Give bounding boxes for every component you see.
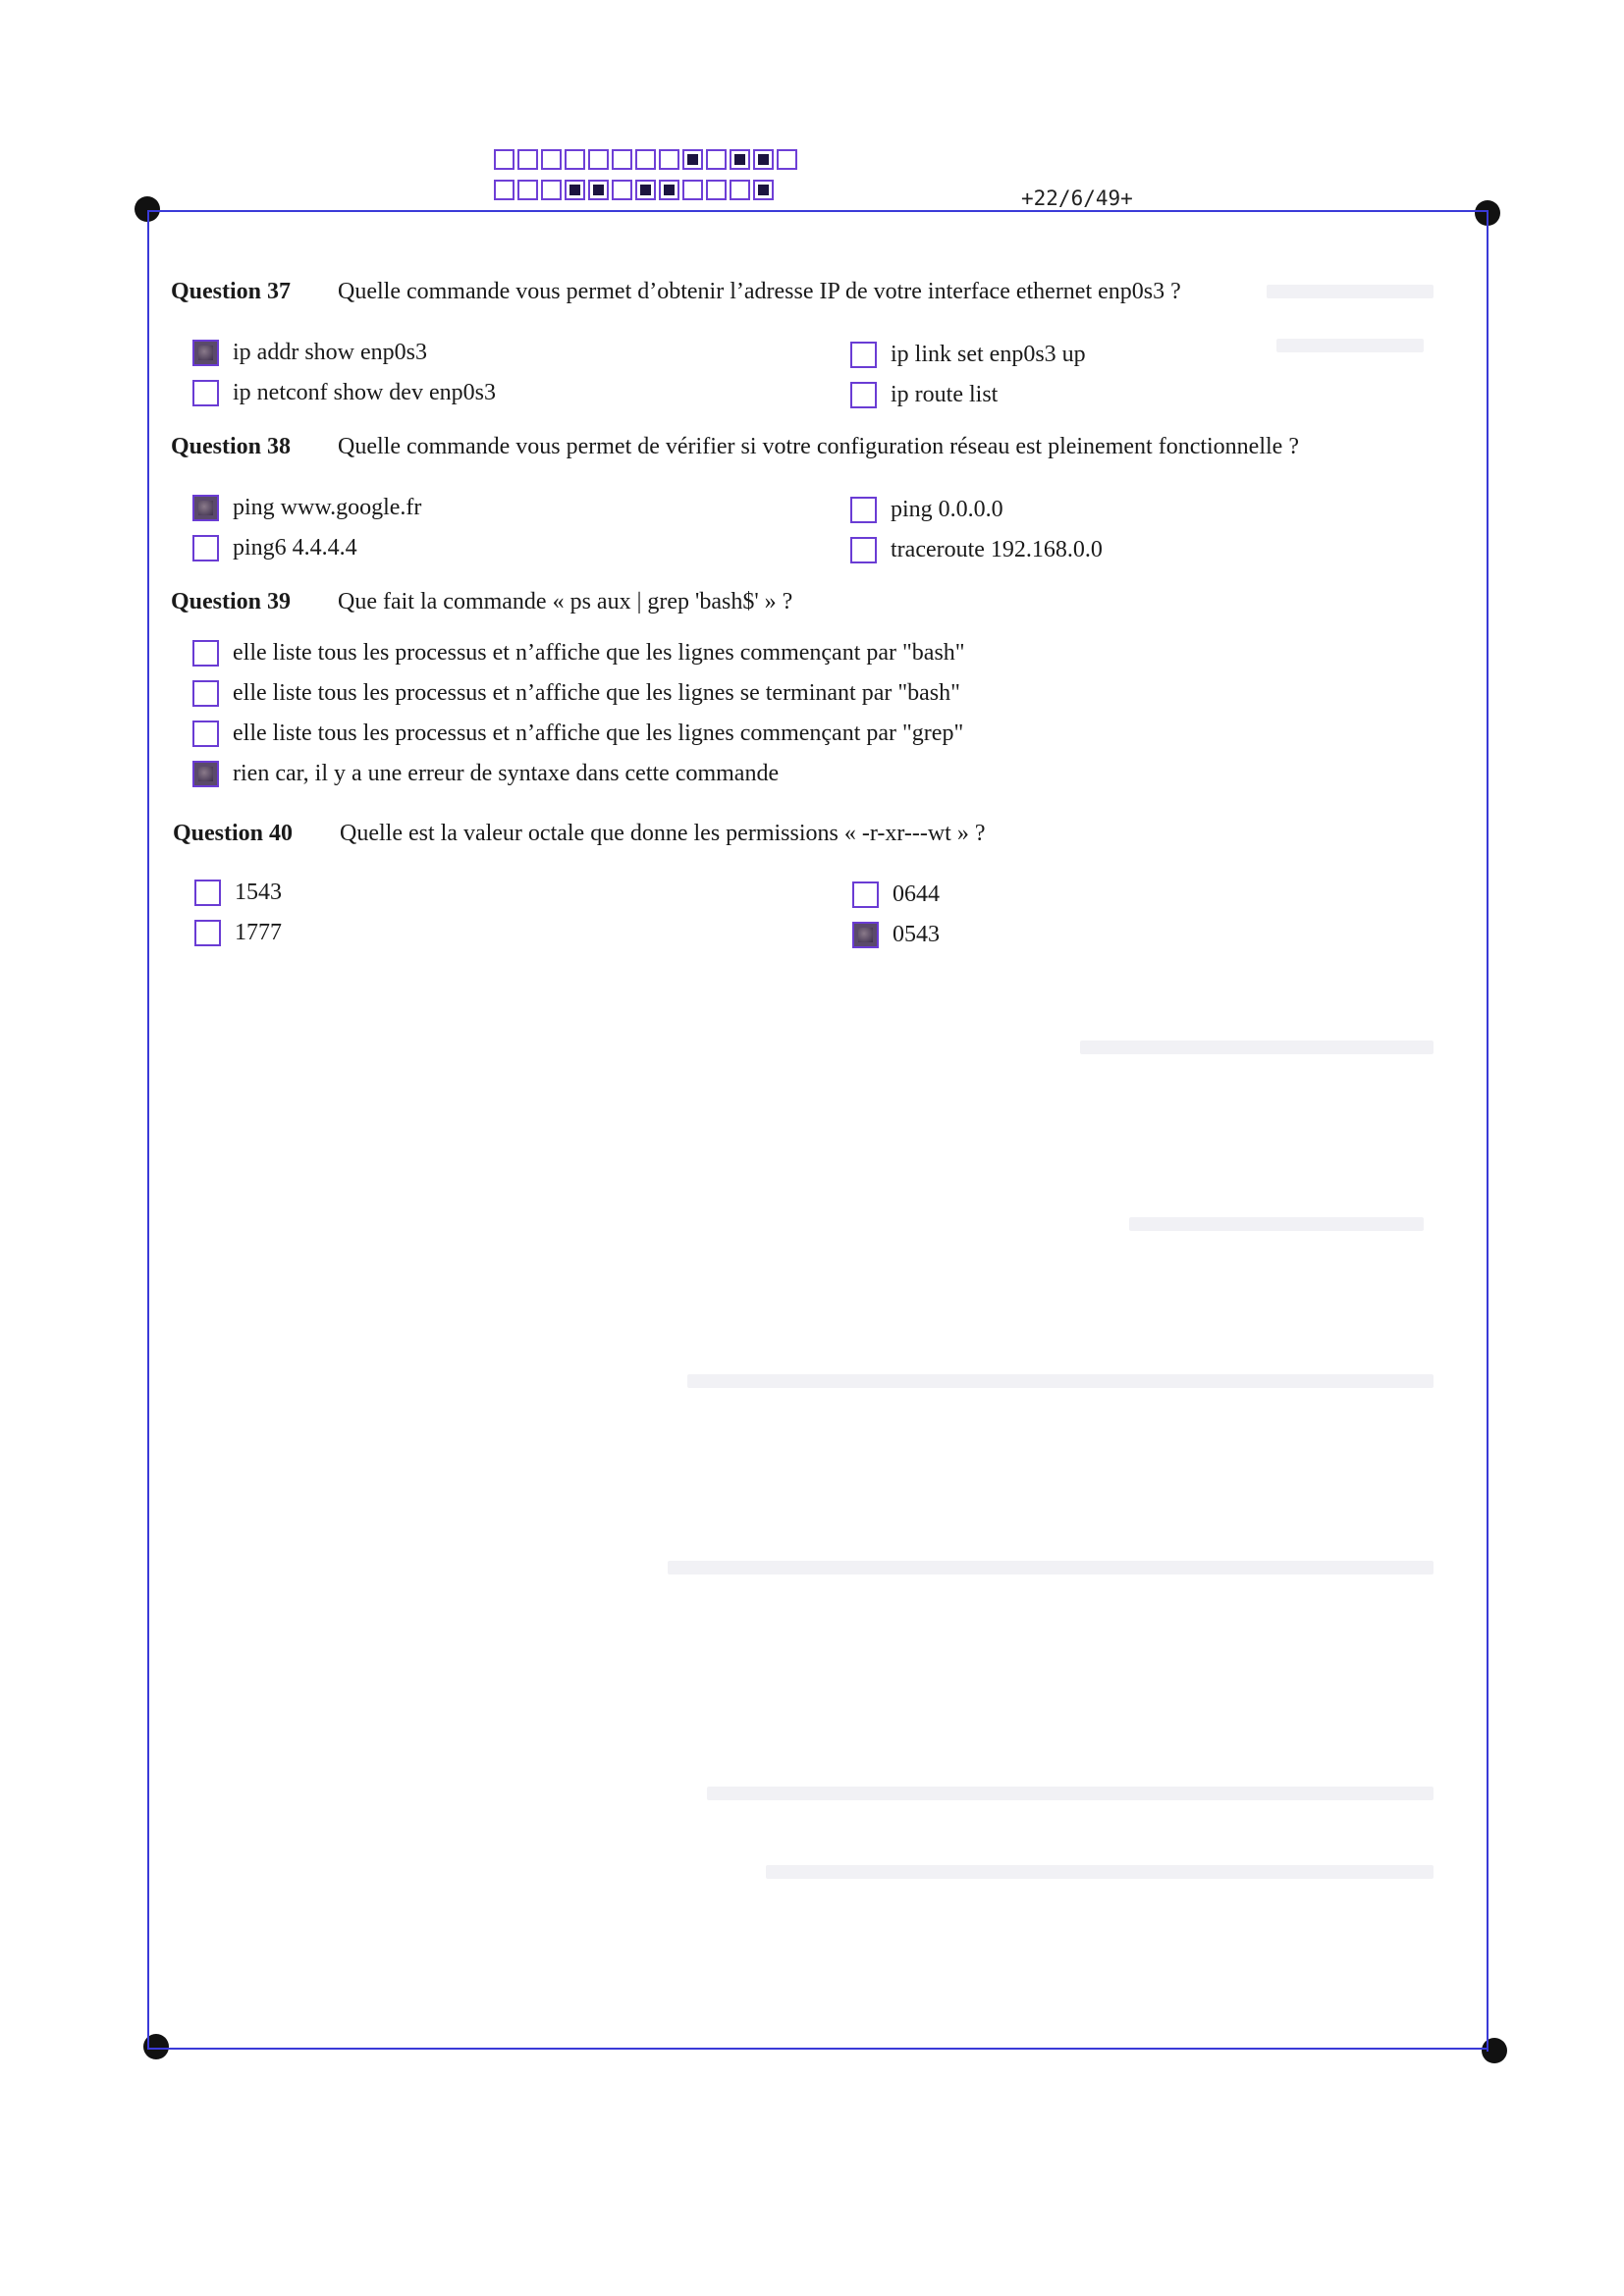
code-box <box>777 149 797 170</box>
question-40-label: Question 40 <box>173 821 294 846</box>
code-box <box>706 180 727 200</box>
question-39-label: Question 39 <box>171 589 292 614</box>
registration-mark-bottom-right <box>1482 2038 1507 2063</box>
bleed-through <box>1080 1041 1434 1054</box>
q37-option-c[interactable] <box>192 380 496 406</box>
checkbox[interactable] <box>852 922 879 948</box>
option-label: 0543 <box>893 922 940 947</box>
code-box <box>682 149 703 170</box>
q37-option-a[interactable] <box>192 340 427 366</box>
option-label: ip netconf show dev enp0s3 <box>233 380 496 405</box>
checkbox[interactable] <box>194 920 221 946</box>
option-label: elle liste tous les processus et n’affiche que les lignes commençant par "grep" <box>233 721 964 746</box>
checkbox[interactable] <box>192 535 219 561</box>
q39-option-b[interactable] <box>192 680 960 707</box>
checkbox[interactable] <box>192 380 219 406</box>
code-box <box>659 180 679 200</box>
code-box <box>565 180 585 200</box>
option-label: ping www.google.fr <box>233 495 422 520</box>
page-identifier: +22/6/49+ <box>1021 187 1133 210</box>
code-box-row-1 <box>494 149 797 170</box>
question-37-header <box>171 279 1181 305</box>
code-box <box>706 149 727 170</box>
code-box <box>730 180 750 200</box>
code-box-row-2 <box>494 180 774 200</box>
bleed-through <box>1267 285 1434 298</box>
code-box <box>541 149 562 170</box>
q40-option-b[interactable] <box>852 881 940 908</box>
bleed-through <box>687 1374 1434 1388</box>
option-label: elle liste tous les processus et n’affiche que les lignes se terminant par "bash" <box>233 680 960 706</box>
code-box <box>517 149 538 170</box>
code-box <box>635 180 656 200</box>
checkbox[interactable] <box>192 340 219 366</box>
checkbox[interactable] <box>192 721 219 747</box>
checkbox[interactable] <box>850 382 877 408</box>
code-box <box>753 180 774 200</box>
q40-option-a[interactable] <box>194 880 282 906</box>
frame-right <box>1487 210 1489 2052</box>
checkbox[interactable] <box>850 342 877 368</box>
frame-left <box>147 210 149 2048</box>
option-label: ip addr show enp0s3 <box>233 340 427 365</box>
q40-option-c[interactable] <box>194 920 282 946</box>
q37-option-b[interactable] <box>850 342 1086 368</box>
option-label: ping6 4.4.4.4 <box>233 535 357 561</box>
question-39-text: Que fait la commande « ps aux | grep 'bash$' » ? <box>338 589 793 614</box>
q38-option-b[interactable] <box>850 497 1003 523</box>
code-box <box>753 149 774 170</box>
bleed-through <box>1276 339 1424 352</box>
option-label: 0644 <box>893 881 940 907</box>
code-box <box>494 180 514 200</box>
q40-option-d[interactable] <box>852 922 940 948</box>
code-box <box>517 180 538 200</box>
code-box <box>635 149 656 170</box>
code-box <box>612 180 632 200</box>
question-37-text: Quelle commande vous permet d’obtenir l’adresse IP de votre interface ethernet enp0s3 ? <box>338 279 1181 304</box>
option-label: ip route list <box>891 382 999 407</box>
q39-option-c[interactable] <box>192 721 963 747</box>
checkbox[interactable] <box>850 537 877 563</box>
code-box <box>588 180 609 200</box>
code-box <box>541 180 562 200</box>
frame-top <box>147 210 1488 212</box>
question-39-header <box>171 589 792 615</box>
option-label: traceroute 192.168.0.0 <box>891 537 1103 562</box>
code-box <box>612 149 632 170</box>
checkbox[interactable] <box>192 680 219 707</box>
code-box <box>682 180 703 200</box>
code-box <box>588 149 609 170</box>
bleed-through <box>668 1561 1434 1575</box>
q38-option-c[interactable] <box>192 535 357 561</box>
bleed-through <box>766 1865 1434 1879</box>
q39-option-d[interactable] <box>192 761 779 787</box>
question-38-text: Quelle commande vous permet de vérifier si votre configuration réseau est pleinement fonctionnelle ? <box>338 434 1299 459</box>
bleed-through <box>1129 1217 1424 1231</box>
checkbox[interactable] <box>850 497 877 523</box>
checkbox[interactable] <box>192 640 219 667</box>
frame-bottom <box>147 2048 1488 2050</box>
question-38-header <box>171 434 1299 460</box>
code-box <box>659 149 679 170</box>
bleed-through <box>707 1787 1434 1800</box>
q37-option-d[interactable] <box>850 382 998 408</box>
checkbox[interactable] <box>194 880 221 906</box>
question-40-header <box>173 821 985 847</box>
code-box <box>730 149 750 170</box>
code-box <box>565 149 585 170</box>
checkbox[interactable] <box>192 495 219 521</box>
question-40-text: Quelle est la valeur octale que donne les permissions « -r-xr---wt » ? <box>340 821 986 846</box>
option-label: rien car, il y a une erreur de syntaxe dans cette commande <box>233 761 780 786</box>
option-label: elle liste tous les processus et n’affiche que les lignes commençant par "bash" <box>233 640 965 666</box>
option-label: 1543 <box>235 880 282 905</box>
checkbox[interactable] <box>192 761 219 787</box>
q38-option-a[interactable] <box>192 495 421 521</box>
q38-option-d[interactable] <box>850 537 1103 563</box>
code-box <box>494 149 514 170</box>
q39-option-a[interactable] <box>192 640 965 667</box>
question-37-label: Question 37 <box>171 279 292 304</box>
option-label: ip link set enp0s3 up <box>891 342 1086 367</box>
question-38-label: Question 38 <box>171 434 292 459</box>
option-label: 1777 <box>235 920 282 945</box>
option-label: ping 0.0.0.0 <box>891 497 1003 522</box>
checkbox[interactable] <box>852 881 879 908</box>
